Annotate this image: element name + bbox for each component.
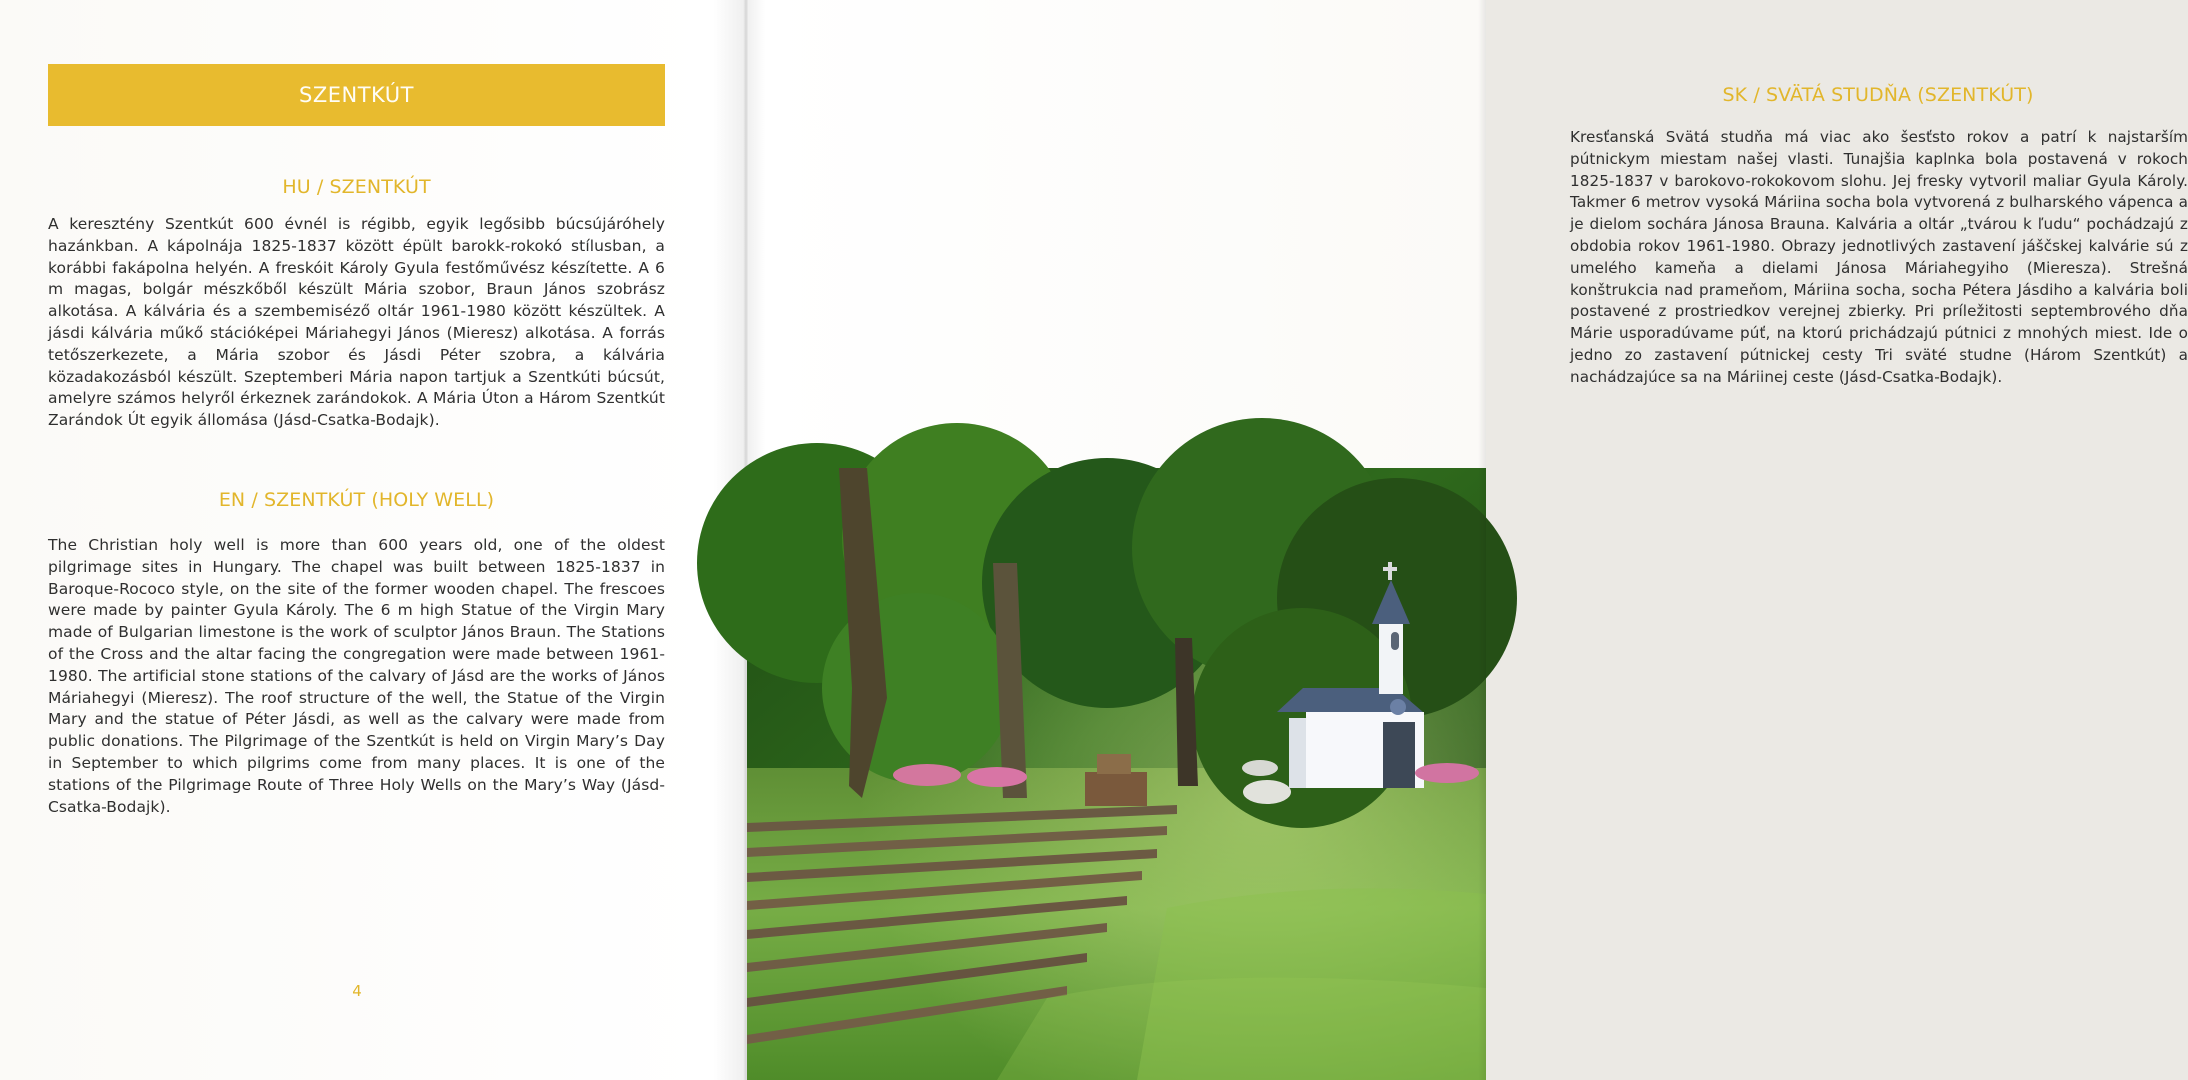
en-paragraph: The Christian holy well is more than 600 years old, one of the oldest pilgrimage sites in Hungary. The chapel was built between 1825-1837 in Baroque-Rococo style, on the site of the former wooden chapel. The frescoes were made by painter Gyula Károly. The 6 m high Statue of the Virgin Mary made of Bulgarian limestone is the work of sculptor János Braun. The Stations of the Cross and the altar facing the congregation were made between 1961-1980. The artificial stone stations of the calvary of Jásd are the works of János Máriahegyi (Mieresz). The roof structure of the well, the Statue of the Virgin Mary and the statue of Péter Jásdi, as well as the calvary were made from public donations. The Pilgrimage of the Szentkút is held on Virgin Mary’s Day in September to which pilgrims come from many places. It is one of the stations of the Pilgrimage Route of Three Holy Wells on the Mary’s Way (Jásd-Csatka-Bodajk).: [48, 536, 665, 816]
chapel-tower: [1379, 622, 1403, 694]
sk-paragraph: Kresťanská Svätá studňa má viac ako šesťsto rokov a patrí k najstarším pútnickym miestam našej vlasti. Tunajšia kaplnka bola postavená v rokoch 1825-1837 v barokovo-rokokovom slohu. Jej fresky vytvoril maliar Gyula Károly. Takmer 6 metrov vysoká Máriina socha bola vytvorená z bulharského vápenca a je dielom sochára Jánosa Brauna. Kalvária a oltár „tvárou k ľudu“ pochádzajú z obdobia rokov 1961-1980. Obrazy jednotlivých zastavení jáščskej kalvárie sú z umelého kameňa a dielami Jánosa Máriahegyiho (Mieresza). Strešná konštrukcia nad prameňom, Máriina socha, socha Pétera Jásdiho a kalvária boli postavené z prostriedkov verejnej zbierky. Pri príležitosti septembrového dňa Márie usporadúvame púť, na ktorú prichádzajú pútnici z mnohých miest. Ide o jedno zo zastavení pútnickej cesty Tri sväté studne (Három Szentkút) a nachádzajúce sa na Máriinej ceste (Jásd-Csatka-Bodajk).: [1570, 128, 2188, 386]
tower-window: [1391, 632, 1399, 650]
sk-heading: SK / SVÄTÁ STUDŇA (SZENTKÚT): [1722, 84, 2034, 106]
flower-bed: [967, 767, 1027, 787]
flower-bed: [1415, 763, 1479, 783]
chapel-photo: [747, 468, 1486, 1080]
chapel-emblem: [1390, 699, 1406, 715]
fountain-base: [1085, 772, 1147, 806]
title-banner: SZENTKÚT: [48, 64, 665, 126]
rock: [1242, 760, 1278, 776]
flower-bed: [893, 764, 961, 786]
chapel-photo-illustration: [747, 468, 1486, 1080]
hu-paragraph: A keresztény Szentkút 600 évnél is régibb, egyik legősibb búcsújáróhely hazánkban. A kápolnája 1825-1837 között épült barokk-rokokó stílusban, a korábbi fakápolna helyén. A freskóit Károly Gyula festőművész készítette. A 6 m magas, bolgár mészkőből készült Mária szobor, Braun János szobrász alkotása. A kálvária és a szembemiséző oltár 1961-1980 között készültek. A jásdi kálvária műkő stációképei Máriahegyi János (Mieresz) alkotása. A forrás tetőszerkezete, a Mária szobor és Jásdi Péter szobra, a kálvária közadakozásból készült. Szeptemberi Mária napon tartjuk a Szentkúti búcsút, amelyre számos helyről érkeznek zarándokok. A Mária Úton a Három Szentkút Zarándok Út egyik állomása (Jásd-Csatka-Bodajk).: [48, 215, 665, 430]
chapel-door: [1383, 722, 1415, 788]
hu-heading: HU / SZENTKÚT: [282, 176, 431, 198]
chapel-side: [1289, 718, 1306, 788]
rock: [1243, 780, 1291, 804]
fountain-top: [1097, 754, 1131, 774]
en-heading: EN / SZENTKÚT (HOLY WELL): [218, 489, 495, 511]
cross-icon-bar: [1383, 567, 1397, 571]
left-page: [0, 0, 745, 1080]
page-number: 4: [352, 982, 362, 1000]
